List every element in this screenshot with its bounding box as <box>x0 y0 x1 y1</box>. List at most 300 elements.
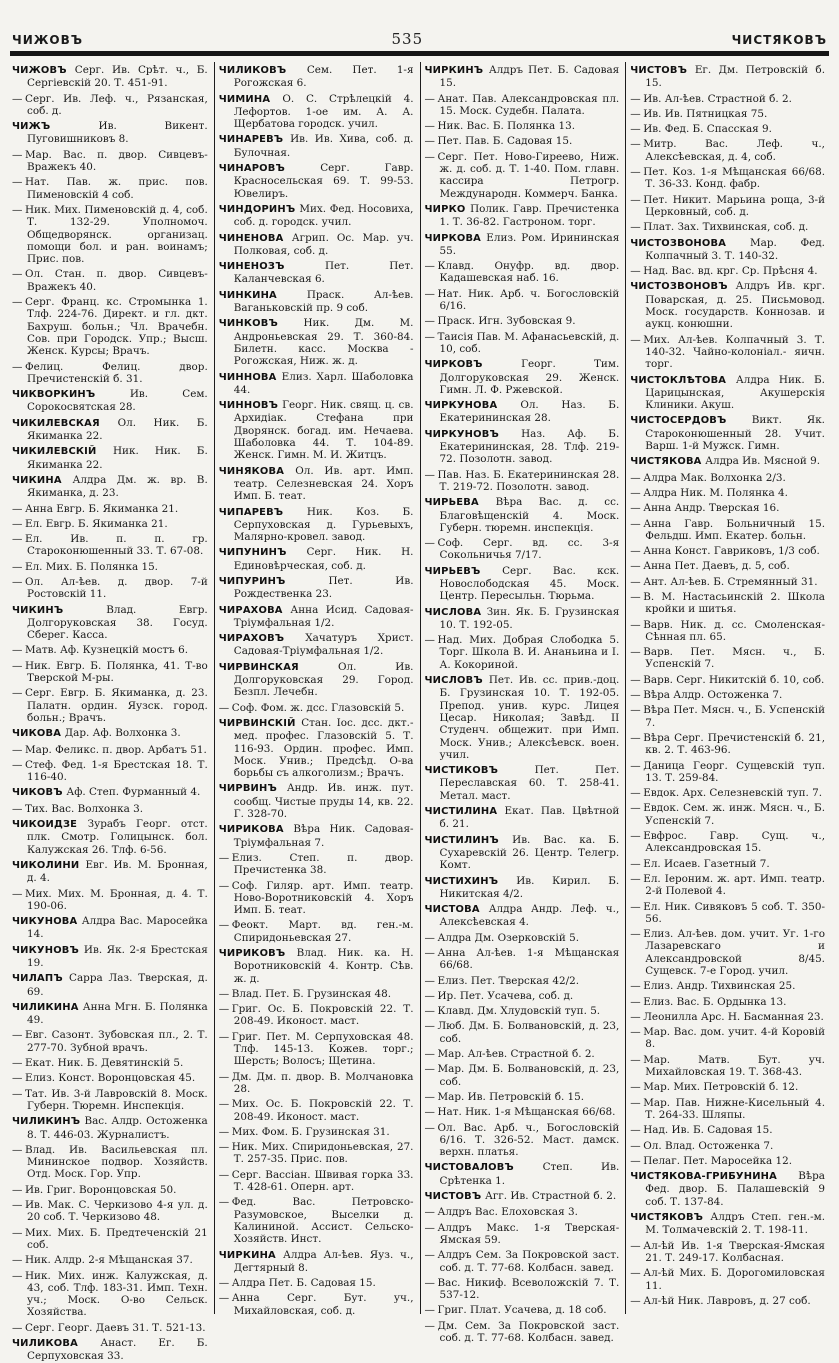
directory-entry: — Ив. Ал-ѣев. Страстной б. 2. <box>630 92 792 105</box>
directory-entry: — Влад. Пет. Б. Грузинская 48. <box>218 987 392 1000</box>
entry-surname: ЧИКОВЪ <box>12 787 67 799</box>
ditto-dash: — <box>424 1063 435 1076</box>
directory-entry: — Алдръ Вас. Елоховская 3. <box>424 1206 578 1219</box>
directory-entry: — Елиз. Андр. Тихвинская 25. <box>630 980 796 993</box>
directory-entry: — Плат. Зах. Тихвинская, соб. д. <box>630 221 809 234</box>
ditto-dash: — <box>12 1254 23 1267</box>
directory-entry: — Ел. Мих. Б. Полянка 15. <box>12 560 158 573</box>
directory-entry: ЧИРКИНЪ Алдръ Пет. Б. Садовая 15. <box>424 64 620 90</box>
directory-entry: — Ел. Ник. Сивяковъ 5 соб. Т. 350-56. <box>630 900 825 925</box>
ditto-dash: — <box>12 268 23 281</box>
directory-entry: — Нат. Пав. ж. прис. пов. Пименовскій 4 соб. <box>12 176 208 201</box>
directory-entry: — Григ. Плат. Усачева, д. 18 соб. <box>424 1304 607 1317</box>
directory-entry: — Мар. Пав. Нижне-Кисельный 4. Т. 264-33. Шляпы. <box>630 1096 825 1121</box>
directory-entry: ЧИКВОРКИНЪ Ив. Сем. Сорокосвятская 28. <box>12 388 208 414</box>
ditto-dash: — <box>218 1141 230 1154</box>
directory-entry: — Елиз. Вас. Б. Ордынка 13. <box>630 995 787 1008</box>
directory-entry: ЧИСТОВЪ Ег. Дм. Петровскій б. 15. <box>630 64 825 90</box>
entry-surname: ЧИНКОВЪ <box>218 318 304 330</box>
directory-entry: ЧИПУНИНЪ Серг. Ник. Н. Единовѣрческая, соб. д. <box>218 546 414 572</box>
directory-entry: — Елиз. Степ. п. двор. Пречистенка 38. <box>218 851 414 877</box>
directory-entry: — Анна Андр. Тверская 16. <box>630 502 780 515</box>
directory-entry: — Ол. Стан. п. двор. Сивцевъ-Вражекъ 40. <box>12 268 208 293</box>
ditto-dash: — <box>630 333 641 346</box>
directory-entry: — Ив. Григ. Воронцовская 50. <box>12 1183 177 1196</box>
ditto-dash: — <box>424 931 435 944</box>
ditto-dash: — <box>12 687 23 700</box>
directory-entry: — Евг. Сазонт. Зубовская пл., 2. Т. 277-70. Зубной врачъ. <box>12 1029 208 1054</box>
directory-entry: ЧИНАРОВЪ Серг. Гавр. Красносельская 69. Т. 99-53. Ювелиръ. <box>218 162 414 200</box>
entry-surname: ЧИНДОРИНЪ <box>218 203 300 215</box>
ditto-dash: — <box>630 802 641 815</box>
directory-entry: — Ол. Влад. Остоженка 7. <box>630 1139 774 1152</box>
entry-surname: ЧИРЬЕВА <box>424 497 496 509</box>
ditto-dash: — <box>218 987 230 1000</box>
entry-surname: ЧИПАРЕВЪ <box>218 506 307 518</box>
ditto-dash: — <box>218 1070 230 1083</box>
entry-surname: ЧИСТЯКОВА-ГРИБУНИНА <box>630 1171 799 1183</box>
ditto-dash: — <box>630 928 641 941</box>
ditto-dash: — <box>12 575 23 588</box>
directory-entry: — Анна Серг. Бут. уч., Михайловская, соб. д. <box>218 1292 414 1317</box>
directory-entry: — Ив. Ив. Пятницкая 75. <box>630 107 768 120</box>
directory-entry: ЧИНКИНА Праск. Ал-ѣев. Ваганьковскій пр. 9 соб. <box>218 288 414 315</box>
entry-surname: ЧИКОЛИНИ <box>12 859 86 871</box>
directory-entry: ЧИРИКОВЪ Влад. Ник. ка. Н. Воротниковскій 4. Контр. Сѣв. ж. д. <box>218 947 414 985</box>
entry-surname: ЧИННОВА <box>218 371 282 383</box>
directory-entry: ЧИСТОЗВОНОВА Мар. Фед. Колпачный 3. Т. 140-32. <box>630 236 825 262</box>
entry-surname: ЧИРВИНСКАЯ <box>218 661 339 673</box>
directory-entry: ЧИРКУНОВЪ Наз. Аф. Б. Екатерининская, 28. Тлф. 219-72. Позолотн. завод. <box>424 427 620 466</box>
ditto-dash: — <box>630 857 641 870</box>
directory-column-3 <box>420 62 626 1345</box>
directory-entry: — Ел. Іероним. ж. арт. Имп. театр. 2-й Полевой 4. <box>630 872 825 898</box>
entry-surname: ЧИКУНОВА <box>12 916 82 928</box>
ditto-dash: — <box>630 900 641 913</box>
directory-entry: — Феокт. Март. вд. ген.-м. Спиридоньевская 27. <box>218 919 414 944</box>
directory-entry: — Над. Вас. вд. крг. Ср. Прѣсня 4. <box>630 265 818 278</box>
directory-entry: — Клавд. Дм. Хлудовскій туп. 5. <box>424 1005 601 1018</box>
directory-entry: ЧИСТИКОВЪ Пет. Пет. Переславская 60. Т. 258-41. Метал. маст. <box>424 764 620 802</box>
directory-entry: — Анна Гавр. Больничный 15. Фельдш. Имп. Екатер. больн. <box>630 517 825 542</box>
directory-entry: — Фелиц. Фелиц. двор. Пречистенскій б. 31. <box>12 360 208 385</box>
directory-entry: — Ник. Алдр. 2-я Мѣщанская 37. <box>12 1254 193 1267</box>
directory-entry: — Праск. Игн. Зубовская 9. <box>424 315 576 328</box>
directory-entry: — Мар. Дм. Б. Болвановскій, д. 23, соб. <box>424 1063 620 1088</box>
ditto-dash: — <box>424 1090 435 1103</box>
directory-entry: ЧИСТОВА Алдра Андр. Леф. ч., Алексѣевская 4. <box>424 903 620 929</box>
directory-entry: — Алдръ Сем. За Покровской заст. соб. д. Т. 77-68. Колбасн. завед. <box>424 1249 620 1274</box>
directory-entry: ЧИКУНОВА Алдра Вас. Маросейка 14. <box>12 915 208 941</box>
directory-entry: — Пав. Наз. Б. Екатерининская 28. Т. 219-72. Позолотн. завод. <box>424 468 620 493</box>
entry-surname: ЧИРКИНА <box>218 1249 283 1261</box>
ditto-dash: — <box>630 1239 641 1252</box>
entry-surname: ЧИСТОЗВОНОВА <box>630 237 751 249</box>
ditto-dash: — <box>630 502 641 515</box>
ditto-dash: — <box>12 517 23 530</box>
ditto-dash: — <box>424 1304 435 1317</box>
entry-surname: ЧИСТЯКОВЪ <box>630 1212 711 1224</box>
directory-entry: ЧИКОЛИНИ Евг. Ив. М. Бронная, д. 4. <box>12 858 208 885</box>
ditto-dash: — <box>12 1057 23 1070</box>
ditto-dash: — <box>424 947 435 959</box>
directory-entry: — Ник. Мих. инж. Калужская, д. 43, соб. Тлф. 183-31. Имп. Техн. уч.; Моск. О-во Сельск. Хозяйства. <box>12 1269 208 1319</box>
directory-entry: — Митр. Вас. Леф. ч., Алексѣевская, д. 4, соб. <box>630 138 825 163</box>
directory-entry: ЧИРКОВА Елиз. Ром. Ирининская 55. <box>424 231 620 257</box>
entry-surname: ЧИСТИЛИНЪ <box>424 834 513 846</box>
directory-entry: — Мар. Мих. Петровскій б. 12. <box>630 1081 799 1094</box>
directory-entry: ЧИРАХОВА Анна Исид. Садовая-Тріумфальная 1/2. <box>218 603 414 629</box>
directory-entry: — Мих. Мих. Б. Предтеченскій 21 соб. <box>12 1226 208 1251</box>
directory-entry: ЧИРКОВЪ Георг. Тим. Долгоруковская 29. Женск. Гимн. Л. Ф. Ржевской. <box>424 358 620 396</box>
ditto-dash: — <box>12 1226 23 1239</box>
ditto-dash: — <box>630 575 641 588</box>
directory-entry: — Анна Конст. Гавриковъ, 1/3 соб. <box>630 545 820 558</box>
directory-entry: — Соф. Серг. вд. сс. 3-я Сокольничья 7/17. <box>424 537 620 562</box>
entry-surname: ЧИРКОВА <box>424 232 487 244</box>
ditto-dash: — <box>218 1168 230 1181</box>
ditto-dash: — <box>424 1276 435 1289</box>
entry-surname: ЧИМИНА <box>218 93 283 105</box>
entry-surname: ЧИРИКОВЪ <box>218 948 297 959</box>
directory-entry: ЧИСТИЛИНЪ Ив. Вас. ка. Б. Сухаревскій 26. Центр. Телегр. Комт. <box>424 833 620 872</box>
ditto-dash: — <box>424 287 435 300</box>
ditto-dash: — <box>12 176 23 189</box>
ditto-dash: — <box>630 138 641 151</box>
entry-surname: ЧИКОВА <box>12 728 65 740</box>
directory-entry: ЧИПУРИНЪ Пет. Ив. Рождественка 23. <box>218 574 414 601</box>
ditto-dash: — <box>12 296 23 309</box>
directory-entry: ЧИННОВА Елиз. Харл. Шаболовка 44. <box>218 370 414 396</box>
directory-entry: — Мар. Матв. Бут. уч. Михайловская 19. Т. 368-43. <box>630 1053 825 1079</box>
ditto-dash: — <box>630 1081 641 1094</box>
directory-entry: — Ир. Пет. Усачева, соб. д. <box>424 989 574 1002</box>
directory-entry: — Алдра Пет. Б. Садовая 15. <box>218 1277 376 1290</box>
entry-surname: ЧИЛИКИНА <box>12 1001 83 1013</box>
directory-entry: — Ник. Мих. Спиридоньевская, 27. Т. 257-35. Прис. пов. <box>218 1141 414 1166</box>
directory-entry: — Анат. Пав. Александровская пл. 15. Моск. Судебн. Палата. <box>424 92 620 117</box>
ditto-dash: — <box>424 1221 435 1234</box>
ditto-dash: — <box>218 919 230 932</box>
ditto-dash: — <box>218 1030 230 1043</box>
entry-surname: ЧИЛАПЪ <box>12 973 70 985</box>
directory-entry: — Люб. Дм. Б. Болвановскій, д. 23, соб. <box>424 1020 620 1045</box>
directory-entry: ЧИЛАПЪ Сарра Лаз. Тверская, д. 69. <box>12 972 208 998</box>
directory-entry: — Серг. Франц. кс. Стромынка 1. Тлф. 224-76. Директ. и гл. дкт. Бахруш. больн.; Чл. Врачебн. Сов. при Городск. Упр.; Высш. Женск. Курсы; Врачъ. <box>12 296 208 358</box>
directory-entry: ЧИСЛОВА Зин. Як. Б. Грузинская 10. Т. 192-05. <box>424 605 620 631</box>
directory-entry: — Елиз. Пет. Тверская 42/2. <box>424 974 580 987</box>
entry-surname: ЧИРЬЕВЪ <box>424 565 503 577</box>
ditto-dash: — <box>12 502 23 515</box>
ditto-dash: — <box>424 315 435 328</box>
directory-entry: — Ник. Вас. Б. Полянка 13. <box>424 120 575 133</box>
entry-surname: ЧИПУРИНЪ <box>218 575 329 587</box>
entry-surname: ЧИРКОВЪ <box>424 359 522 371</box>
entry-surname: ЧИКИЛЕВСКАЯ <box>12 417 118 429</box>
ditto-dash: — <box>218 1098 230 1111</box>
directory-entry: ЧИРКО Полик. Гавр. Пречистенка 1. Т. 36-82. Гастроном. торг. <box>424 202 620 229</box>
page-number: 535 <box>391 30 424 48</box>
directory-entry: — Соф. Гиляр. арт. Имп. театр. Ново-Воротниковскій 4. Хоръ Имп. Б. теат. <box>218 879 414 917</box>
entry-surname: ЧИРИКОВА <box>218 824 294 836</box>
entry-surname: ЧИНЕНОЗЪ <box>218 261 325 273</box>
directory-entry: — Пелаг. Пет. Маросейка 12. <box>630 1154 793 1167</box>
directory-entry: — Дм. Дм. п. двор. В. Молчановка 28. <box>218 1070 414 1095</box>
directory-entry: ЧИНЕНОВА Агрип. Ос. Мар. уч. Полковая, соб. д. <box>218 231 414 257</box>
directory-entry: — Алдра Ник. М. Полянка 4. <box>630 486 788 499</box>
directory-entry: — Над. Ив. Б. Садовая 15. <box>630 1124 773 1137</box>
directory-entry: — Даница Георг. Сущевскій туп. 13. Т. 259-84. <box>630 759 825 784</box>
entry-surname: ЧИСТИКОВЪ <box>424 765 535 777</box>
directory-entry: ЧИКОВА Дар. Аф. Волхонка 3. <box>12 727 181 740</box>
directory-entry: — Вас. Никиф. Всеволожскій 7. Т. 537-12. <box>424 1276 620 1302</box>
directory-entry: — Ол. Ал-ѣев. д. двор. 7-й Ростовскій 11. <box>12 575 208 601</box>
entry-surname: ЧИНАРЕВЪ <box>218 134 291 146</box>
running-head-left: ЧИЖОВЪ <box>12 33 84 47</box>
directory-entry: ЧИЖЪ Ив. Викент. Пуговишниковъ 8. <box>12 120 208 146</box>
directory-entry: ЧИЛИКИНЪ Вас. Алдр. Остоженка 8. Т. 446-03. Журналистъ. <box>12 1115 208 1141</box>
directory-entry: — Дм. Сем. За Покровской заст. соб. д. Т. 77-68. Колбасн. завед. <box>424 1319 620 1345</box>
directory-entry: ЧИРКИНА Алдра Ал-ѣев. Яуз. ч., Дегтярный 8. <box>218 1248 414 1274</box>
directory-entry: — Серг. Ив. Леф. ч., Рязанская, соб. д. <box>12 92 208 117</box>
directory-entry: ЧИЛИКОВА Анаст. Ег. Б. Серпуховская 33. <box>12 1337 208 1363</box>
entry-surname: ЧИРАХОВЪ <box>218 633 306 645</box>
directory-entry: ЧИСТОЗВОНОВЪ Алдръ Ив. крг. Поварская, д. 25. Письмовод. Моск. государств. Коннозав. и аукц. конюшни. <box>630 280 825 331</box>
directory-entry: — Елиз. Ал-ѣев. дом. учит. Уг. 1-го Лазаревскаго и Александровской 8/45. Сущевск. 7-е Город. учил. <box>630 928 825 977</box>
directory-entry: ЧИСТЯКОВА-ГРИБУНИНА Вѣра Фед. двор. Б. Палашевскій 9 соб. Т. 137-84. <box>630 1170 825 1208</box>
directory-entry: — Таисія Пав. М. Афанасьевскій, д. 10, соб. <box>424 330 620 355</box>
ditto-dash: — <box>12 1029 23 1042</box>
ditto-dash: — <box>424 260 435 273</box>
directory-entry: — Мих. Ал-ѣев. Колпачный 3. Т. 140-32. Чайно-колоніал.- яичн. торг. <box>630 333 825 371</box>
directory-entry: — Тих. Вас. Волхонка 3. <box>12 802 144 815</box>
directory-entry: — Екат. Ник. Б. Девятинскій 5. <box>12 1057 184 1070</box>
entry-surname: ЧИРКИНЪ <box>424 65 489 76</box>
directory-entry: — Матв. Аф. Кузнецкій мостъ 6. <box>12 644 189 657</box>
directory-entry: ЧИННОВЪ Георг. Ник. свящ. ц. св. Архидіак. Стефана при Дворянск. богад. им. Нечаева. Шаболовка 44. Т. 104-89. Женск. Гимн. М. И. Житцъ. <box>218 399 414 462</box>
ditto-dash: — <box>630 92 641 105</box>
ditto-dash: — <box>630 1053 641 1066</box>
entry-surname: ЧИНКИНА <box>218 289 307 301</box>
directory-entry: ЧИРАХОВЪ Хачатуръ Христ. Садовая-Тріумфальная 1/2. <box>218 632 414 658</box>
ditto-dash: — <box>630 1267 641 1280</box>
directory-entry: ЧИСТЯКОВЪ Алдръ Степ. ген.-м. М. Толмачевскій 2. Т. 198-11. <box>630 1211 826 1237</box>
directory-entry: — Серг. Георг. Даевъ 31. Т. 521-13. <box>12 1321 206 1334</box>
ditto-dash: — <box>630 704 641 717</box>
directory-entry: — Соф. Фом. ж. дсс. Глазовскій 5. <box>218 701 405 714</box>
directory-entry: — Мар. Вас. п. двор. Сивцевъ-Вражекъ 40. <box>12 148 208 174</box>
directory-entry: — Фед. Вас. Петровско-Разумовское, Выселки д. Калининой. Ассист. Сельско-Хозяйств. Инст. <box>218 1196 414 1246</box>
ditto-dash: — <box>424 1020 435 1033</box>
directory-entry: ЧИСТИХИНЪ Ив. Кирил. Б. Никитская 4/2. <box>424 874 620 900</box>
ditto-dash: — <box>424 537 435 550</box>
ditto-dash: — <box>12 1321 23 1334</box>
ditto-dash: — <box>630 980 641 993</box>
ditto-dash: — <box>630 689 641 702</box>
ditto-dash: — <box>424 135 435 148</box>
ditto-dash: — <box>630 166 641 179</box>
directory-entry: — Мих. Мих. М. Бронная, д. 4. Т. 190-06. <box>12 887 208 912</box>
directory-entry: ЧИРВИНЪ Андр. Ив. инж. пут. сообщ. Чистые пруды 14, кв. 22. Г. 328-70. <box>218 782 414 821</box>
ditto-dash: — <box>630 673 641 686</box>
ditto-dash: — <box>630 193 641 206</box>
entry-surname: ЧИКИЛЕВСКІЙ <box>12 446 113 458</box>
ditto-dash: — <box>12 360 23 373</box>
directory-entry: ЧИНДОРИНЪ Мих. Фед. Носовиха, соб. д. городск. учил. <box>218 202 414 229</box>
entry-surname: ЧИЖЪ <box>12 121 99 133</box>
ditto-dash: — <box>12 92 23 105</box>
ditto-dash: — <box>12 1269 23 1282</box>
entry-surname: ЧИРКУНОВА <box>424 400 521 412</box>
directory-entry: — Ал-ѣй Мих. Б. Дорогомиловская 11. <box>630 1267 825 1292</box>
ditto-dash: — <box>12 203 23 216</box>
entry-surname: ЧИСЛОВЪ <box>424 675 489 687</box>
directory-entry: — Леонилла Арс. Н. Басманная 23. <box>630 1010 824 1023</box>
directory-entry: ЧИРЬЕВА Вѣра Вас. д. сс. Благовѣщенскій 4. Моск. Губерн. тюремн. инспекція. <box>424 496 620 534</box>
directory-entry: — Елиз. Конст. Воронцовская 45. <box>12 1072 196 1085</box>
ditto-dash: — <box>218 851 230 864</box>
entry-surname: ЧИЖОВЪ <box>12 65 75 76</box>
directory-entry: — Ник. Мих. Пименовскій д. 4, соб. Т. 132-29. Уполномоч. Общедворянск. организац. помощи бол. и ран. воинамъ; Прис. пов. <box>12 203 208 266</box>
directory-entry: — Ел. Ив. п. п. гр. Староконюшенный 33. Т. 67-08. <box>12 533 208 558</box>
entry-surname: ЧИРКО <box>424 203 471 215</box>
directory-entry: ЧИСТЯКОВА Алдра Ив. Мясной 9. <box>630 455 821 468</box>
entry-surname: ЧИКОИДЗЕ <box>12 819 88 831</box>
directory-entry: ЧИРКУНОВА Ол. Наз. Б. Екатерининская 28. <box>424 399 620 425</box>
entry-surname: ЧИЛИКИНЪ <box>12 1116 85 1128</box>
ditto-dash: — <box>424 1249 435 1262</box>
directory-entry: — Пет. Никит. Марьина роща, 3-й Церковный, соб. д. <box>630 193 825 218</box>
directory-entry: — В. М. Настасьинскій 2. Школа кройки и шитья. <box>630 590 825 616</box>
directory-entry: ЧИРЬЕВЪ Серг. Вас. кск. Новослободская 45. Моск. Центр. Пересыльн. Тюрьма. <box>424 564 620 603</box>
ditto-dash: — <box>630 787 641 800</box>
ditto-dash: — <box>630 486 641 499</box>
entry-surname: ЧИКВОРКИНЪ <box>12 389 130 401</box>
directory-entry: ЧИСЛОВЪ Пет. Ив. сс. прив.-доц. Б. Грузинская 10. Т. 192-05. Препод. унив. курс. Лицея Цесар. Николая; Завѣд. II Студенч. общежит. при Имп. Моск. Унив.; Алексѣевск. воен. учил. <box>424 674 620 761</box>
ditto-dash: — <box>630 1154 641 1167</box>
entry-surname: ЧИКУНОВЪ <box>12 944 84 956</box>
ditto-dash: — <box>424 634 435 647</box>
entry-surname: ЧИРВИНЪ <box>218 783 287 795</box>
directory-entry: — Серг. Евгр. Б. Якиманка, д. 23. Палатн. ордин. Яузск. город. больн.; Врачъ. <box>12 687 208 724</box>
ditto-dash: — <box>630 646 641 659</box>
directory-entry: ЧИПАРЕВЪ Ник. Коз. Б. Серпуховская д. Гурьевыхъ, Малярно-кровел. завод. <box>218 505 414 544</box>
directory-entry: — Мар. Ал-ѣев. Страстной б. 2. <box>424 1048 595 1061</box>
ditto-dash: — <box>630 1124 641 1137</box>
entry-surname: ЧИСТОСЕРДОВЪ <box>630 415 752 427</box>
ditto-dash: — <box>424 989 435 1002</box>
directory-entry: ЧИКИЛЕВСКІЙ Ник. Ник. Б. Якиманка 22. <box>12 445 208 471</box>
directory-entry: — Мих. Фом. Б. Грузинская 31. <box>218 1125 390 1138</box>
directory-entry: ЧИСТИЛИНА Екат. Пав. Цвѣтной б. 21. <box>424 805 620 831</box>
ditto-dash: — <box>12 148 23 161</box>
directory-entry: — Ант. Ал-ѣев. Б. Стремянный 31. <box>630 575 818 588</box>
ditto-dash: — <box>424 1005 435 1018</box>
entry-surname: ЧИПУНИНЪ <box>218 547 307 559</box>
directory-entry: — Ал-ѣй Ив. 1-я Тверская-Ямская 21. Т. 249-17. Колбасная. <box>630 1239 825 1264</box>
entry-surname: ЧИКИНА <box>12 474 73 486</box>
ditto-dash: — <box>630 1026 641 1039</box>
ditto-dash: — <box>424 974 435 987</box>
directory-entry: — Вѣра Пет. Мясн. ч., Б. Успенскій 7. <box>630 704 825 729</box>
directory-column-1 <box>8 62 214 1363</box>
directory-entry: — Алдра Мак. Волхонка 2/3. <box>630 471 786 484</box>
ditto-dash: — <box>630 759 641 772</box>
directory-entry: ЧИКУНОВЪ Ив. Як. 2-я Брестская 19. <box>12 943 208 969</box>
ditto-dash: — <box>12 1143 23 1156</box>
entry-surname: ЧИСТОВЪ <box>424 1191 485 1203</box>
directory-entry: — Анна Евгр. Б. Якиманка 21. <box>12 502 179 515</box>
directory-entry: — Мих. Ос. Б. Покровскій 22. Т. 208-49. Иконост. маст. <box>218 1098 414 1123</box>
ditto-dash: — <box>630 830 641 843</box>
directory-entry: ЧИНАРЕВЪ Ив. Ив. Хива, соб. д. Булочная. <box>218 133 414 159</box>
entry-surname: ЧИРВИНСКІЙ <box>218 717 302 729</box>
directory-entry: ЧИЛИКОВЪ Сем. Пет. 1-я Рогожская 6. <box>218 64 414 90</box>
directory-entry: — Вѣра Алдр. Остоженка 7. <box>630 689 783 702</box>
ditto-dash: — <box>424 150 435 163</box>
entry-surname: ЧИНАРОВЪ <box>218 163 321 175</box>
ditto-dash: — <box>218 1277 230 1290</box>
entry-surname: ЧИСТОВАЛОВЪ <box>424 1162 543 1174</box>
directory-entry: ЧИРВИНСКІЙ Стан. Іос. дсс. дкт.-мед. профес. Глазовскій 5. Т. 116-93. Ордин. профес. Имп. Моск. Унив.; Предсѣд. О-ва борьбы съ алкоголизм.; Врачъ. <box>218 716 414 780</box>
directory-entry: — Евдок. Сем. ж. инж. Мясн. ч., Б. Успенскій 7. <box>630 802 825 827</box>
ditto-dash: — <box>424 330 435 343</box>
directory-entry: — Григ. Ос. Б. Покровскій 22. Т. 208-49. Иконост. маст. <box>218 1003 414 1028</box>
ditto-dash: — <box>630 221 641 234</box>
header-rule <box>10 51 829 56</box>
directory-entry: — Мар. Вас. дом. учит. 4-й Коровій 8. <box>630 1026 825 1051</box>
ditto-dash: — <box>12 1087 23 1100</box>
directory-entry: ЧИКИЛЕВСКАЯ Ол. Ник. Б. Якиманка 22. <box>12 416 208 443</box>
directory-entry: — Григ. Пет. М. Серпуховская 48. Тлф. 145-13. Кожев. торг.; Шерсть; Волосъ; Щетина. <box>218 1030 414 1068</box>
directory-column-4 <box>625 62 831 1314</box>
ditto-dash: — <box>630 123 641 136</box>
entry-surname: ЧИННОВЪ <box>218 400 283 412</box>
ditto-dash: — <box>424 1206 435 1219</box>
ditto-dash: — <box>218 701 230 714</box>
ditto-dash: — <box>424 120 435 133</box>
entry-surname: ЧИЛИКОВА <box>12 1338 101 1350</box>
directory-entry: ЧИНКОВЪ Ник. Дм. М. Андроньевская 29. Т. 360-84. Билетн. касс. Москва - Рогожская, Ниж. ж. д. <box>218 317 414 368</box>
entry-surname: ЧИКИНЪ <box>12 604 107 616</box>
directory-entry: — Варв. Ник. д. сс. Смоленская-Сѣнная пл. 65. <box>630 618 825 643</box>
ditto-dash: — <box>630 1139 641 1152</box>
ditto-dash: — <box>630 995 641 1008</box>
ditto-dash: — <box>12 1199 23 1212</box>
directory-entry: ЧИНЕНОЗЪ Пет. Пет. Каланчевская 6. <box>218 260 414 286</box>
ditto-dash: — <box>630 471 641 484</box>
ditto-dash: — <box>630 1294 641 1307</box>
ditto-dash: — <box>630 265 641 278</box>
directory-entry: — Евфрос. Гавр. Сущ. ч., Александровская 15. <box>630 830 825 855</box>
entry-surname: ЧИСТОВА <box>424 904 489 916</box>
directory-entry: — Нат. Ник. Арб. ч. Богословскій 6/16. <box>424 287 620 313</box>
ditto-dash: — <box>12 802 23 815</box>
directory-entry: ЧИКОВЪ Аф. Степ. Фурманный 4. <box>12 786 201 799</box>
directory-entry: — Над. Мих. Добрая Слободка 5. Торг. Школа В. И. Ананьина и І. А. Кокориной. <box>424 634 620 671</box>
directory-entry: — Нат. Ник. 1-я Мѣщанская 66/68. <box>424 1106 616 1119</box>
directory-entry: — Анна Пет. Даевъ, д. 5, соб. <box>630 560 790 573</box>
directory-entry: — Тат. Ив. 3-й Лавровскій 8. Моск. Губерн. Тюремн. Инспекція. <box>12 1087 208 1112</box>
ditto-dash: — <box>218 1003 230 1016</box>
directory-entry: — Ив. Мак. С. Черкизово 4-я ул. д. 20 соб. Т. Черкизово 48. <box>12 1199 208 1224</box>
ditto-dash: — <box>630 545 641 558</box>
ditto-dash: — <box>12 533 23 546</box>
directory-entry: ЧИСТОКЛѢТОВА Алдра Ник. Б. Царицынская, Акушерскія Клиники. Акуш. <box>630 373 825 412</box>
ditto-dash: — <box>12 887 23 900</box>
running-head <box>8 30 831 50</box>
entry-surname: ЧИСТИЛИНА <box>424 806 505 818</box>
